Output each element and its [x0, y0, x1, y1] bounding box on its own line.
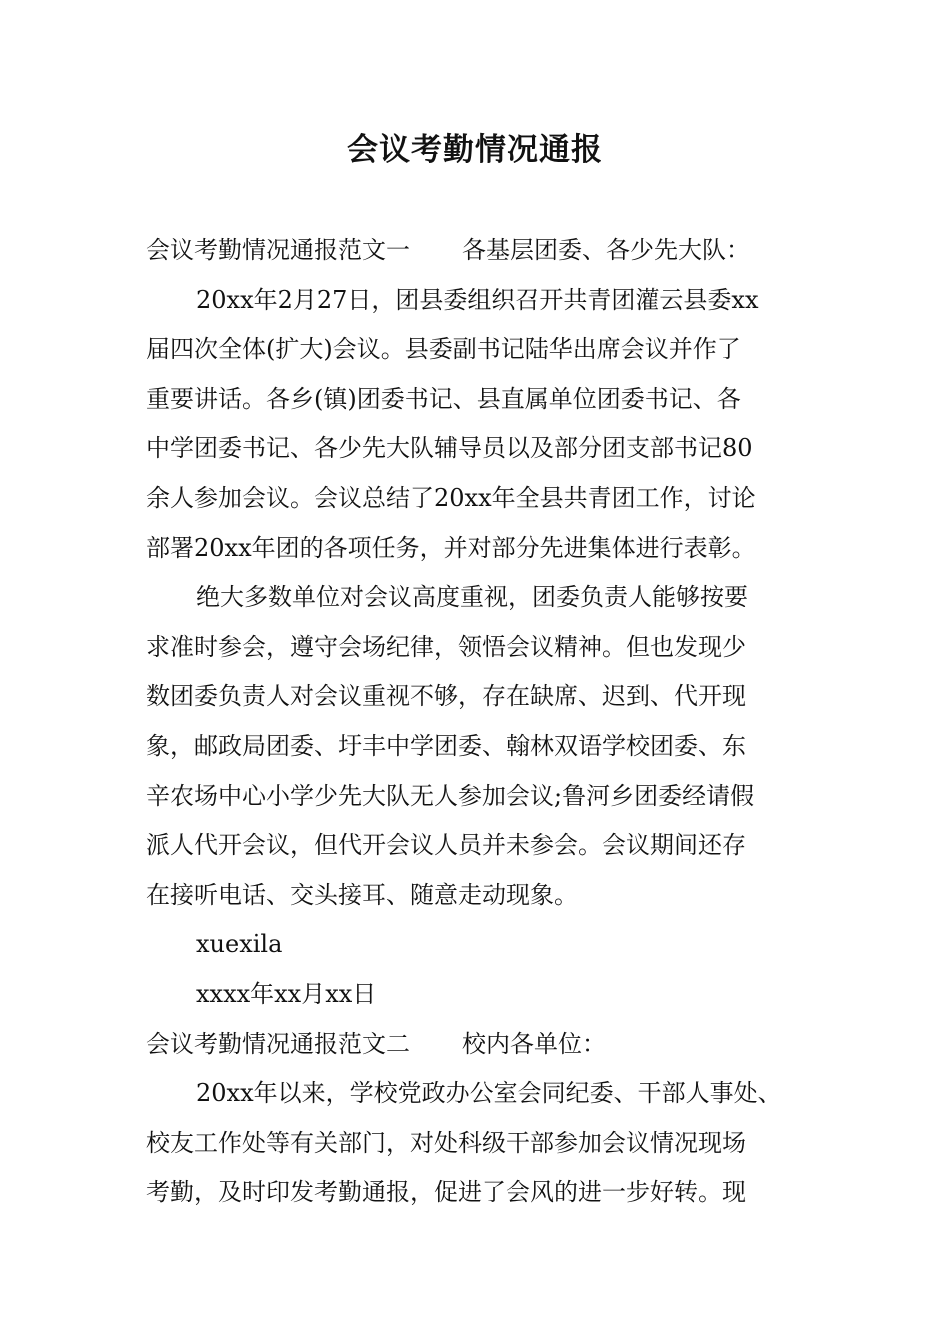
salutation: 各基层团委、各少先大队： — [462, 236, 750, 264]
section-heading: 会议考勤情况通报范文二 — [146, 1029, 410, 1058]
paragraph-line: 重要讲话。各乡(镇)团委书记、县直属单位团委书记、各 — [146, 384, 741, 413]
signature: xuexila — [196, 930, 283, 959]
paragraph-line: 数团委负责人对会议重视不够，存在缺席、迟到、代开现 — [146, 682, 746, 711]
date: xxxx年xx月xx日 — [196, 979, 377, 1008]
paragraph-line: 部署20xx年团的各项任务，并对部分先进集体进行表彰。 — [146, 533, 756, 562]
paragraph-line: 考勤，及时印发考勤通报，促进了会风的进一步好转。现 — [146, 1178, 746, 1207]
salutation: 校内各单位： — [462, 1029, 606, 1058]
paragraph-line: 象，邮政局团委、圩丰中学团委、翰林双语学校团委、东 — [146, 731, 746, 760]
paragraph-line: 余人参加会议。会议总结了20xx年全县共青团工作，讨论 — [146, 483, 756, 512]
paragraph-line: 求准时参会，遵守会场纪律，领悟会议精神。但也发现少 — [146, 632, 746, 661]
section-heading: 会议考勤情况通报范文一 — [146, 236, 410, 264]
paragraph-line: 中学团委书记、各少先大队辅导员以及部分团支部书记80 — [146, 434, 753, 463]
document-body — [146, 226, 826, 1218]
section-heading-line — [146, 226, 826, 276]
paragraph-line: 校友工作处等有关部门，对处科级干部参加会议情况现场 — [146, 1128, 746, 1157]
paragraph-line: 辛农场中心小学少先大队无人参加会议;鲁河乡团委经请假 — [146, 781, 755, 810]
paragraph-line: 20xx年以来，学校党政办公室会同纪委、干部人事处、 — [196, 1079, 782, 1108]
document-title: 会议考勤情况通报 — [347, 132, 603, 168]
section-heading-line — [146, 1020, 826, 1070]
paragraph-line: 绝大多数单位对会议高度重视，团委负责人能够按要 — [196, 583, 748, 612]
paragraph-line: 在接听电话、交头接耳、随意走动现象。 — [146, 880, 578, 909]
paragraph-line: 届四次全体(扩大)会议。县委副书记陆华出席会议并作了 — [146, 335, 741, 364]
paragraph-line: 20xx年2月27日，团县委组织召开共青团灌云县委xx — [196, 285, 759, 314]
paragraph-line: 派人代开会议，但代开会议人员并未参会。会议期间还存 — [146, 831, 746, 860]
